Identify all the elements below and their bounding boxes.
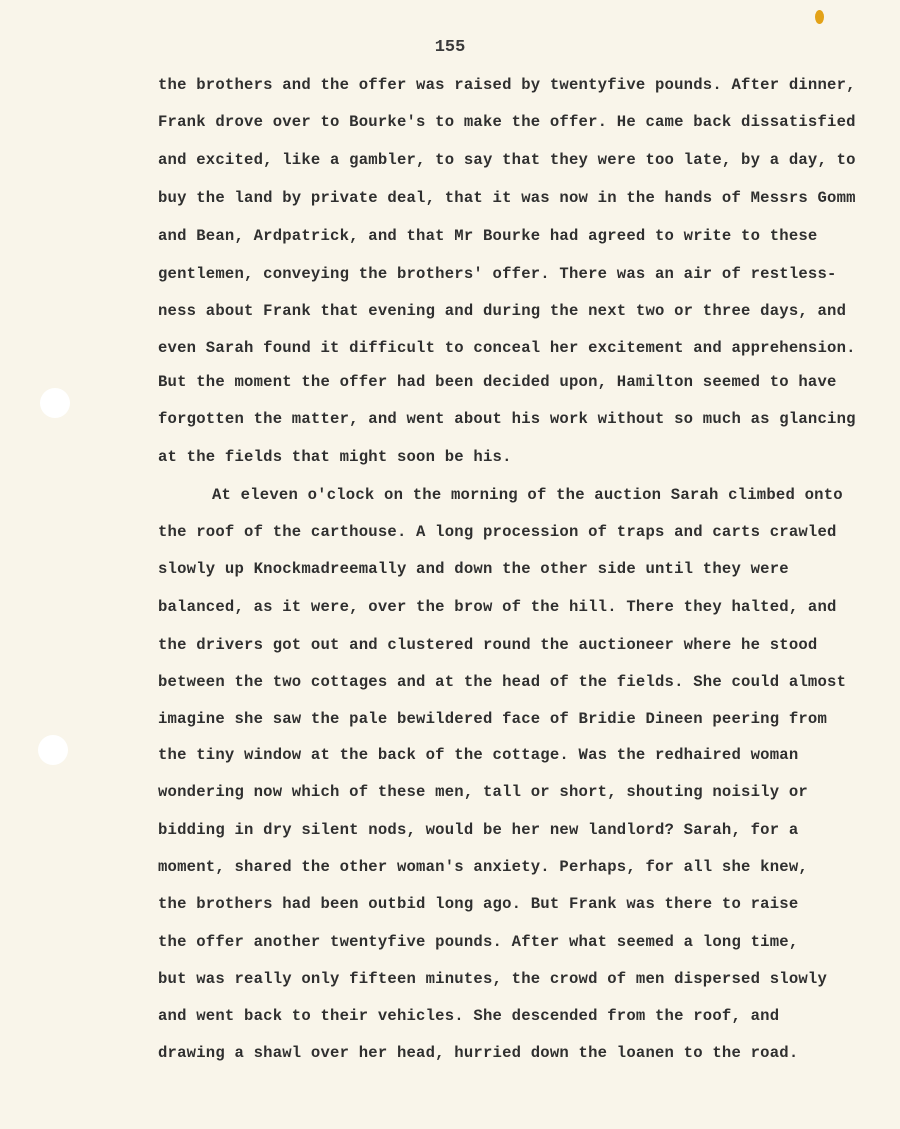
text-line: and excited, like a gambler, to say that they were too late, by a day, to: [158, 151, 856, 169]
text-line: But the moment the offer had been decided upon, Hamilton seemed to have: [158, 373, 837, 391]
text-line: the drivers got out and clustered round the auctioneer where he stood: [158, 636, 818, 654]
text-line: even Sarah found it difficult to conceal her excitement and apprehension.: [158, 339, 856, 357]
text-line: Frank drove over to Bourke's to make the offer. He came back dissatisfied: [158, 113, 856, 131]
text-line: wondering now which of these men, tall or short, shouting noisily or: [158, 783, 808, 801]
text-line: bidding in dry silent nods, would be her new landlord? Sarah, for a: [158, 821, 799, 839]
text-line: buy the land by private deal, that it was now in the hands of Messrs Gomm: [158, 189, 856, 207]
text-line: but was really only fifteen minutes, the crowd of men dispersed slowly: [158, 970, 828, 988]
text-line: the tiny window at the back of the cottage. Was the redhaired woman: [158, 746, 799, 764]
text-line: the brothers and the offer was raised by twentyfive pounds. After dinner,: [158, 76, 856, 94]
punch-hole-top: [40, 388, 70, 418]
ink-spot: [815, 10, 824, 24]
text-line: slowly up Knockmadreemally and down the other side until they were: [158, 560, 789, 578]
text-line: at the fields that might soon be his.: [158, 448, 512, 466]
text-line: the offer another twentyfive pounds. After what seemed a long time,: [158, 933, 799, 951]
text-line: gentlemen, conveying the brothers' offer. There was an air of restless-: [158, 265, 837, 283]
text-line: moment, shared the other woman's anxiety. Perhaps, for all she knew,: [158, 858, 808, 876]
text-line: the brothers had been outbid long ago. But Frank was there to raise: [158, 895, 799, 913]
text-line: forgotten the matter, and went about his work without so much as glancing: [158, 410, 856, 428]
punch-hole-bottom: [38, 735, 68, 765]
text-line: ness about Frank that evening and during the next two or three days, and: [158, 302, 847, 320]
text-line: and Bean, Ardpatrick, and that Mr Bourke had agreed to write to these: [158, 227, 818, 245]
page-number: 155: [434, 38, 466, 57]
text-line: drawing a shawl over her head, hurried down the loanen to the road.: [158, 1044, 799, 1062]
text-line: and went back to their vehicles. She descended from the roof, and: [158, 1007, 780, 1025]
text-line: balanced, as it were, over the brow of the hill. There they halted, and: [158, 598, 837, 616]
text-line: At eleven o'clock on the morning of the auction Sarah climbed onto: [212, 486, 843, 504]
text-line: the roof of the carthouse. A long procession of traps and carts crawled: [158, 523, 837, 541]
text-line: between the two cottages and at the head of the fields. She could almost: [158, 673, 847, 691]
text-line: imagine she saw the pale bewildered face of Bridie Dineen peering from: [158, 710, 828, 728]
